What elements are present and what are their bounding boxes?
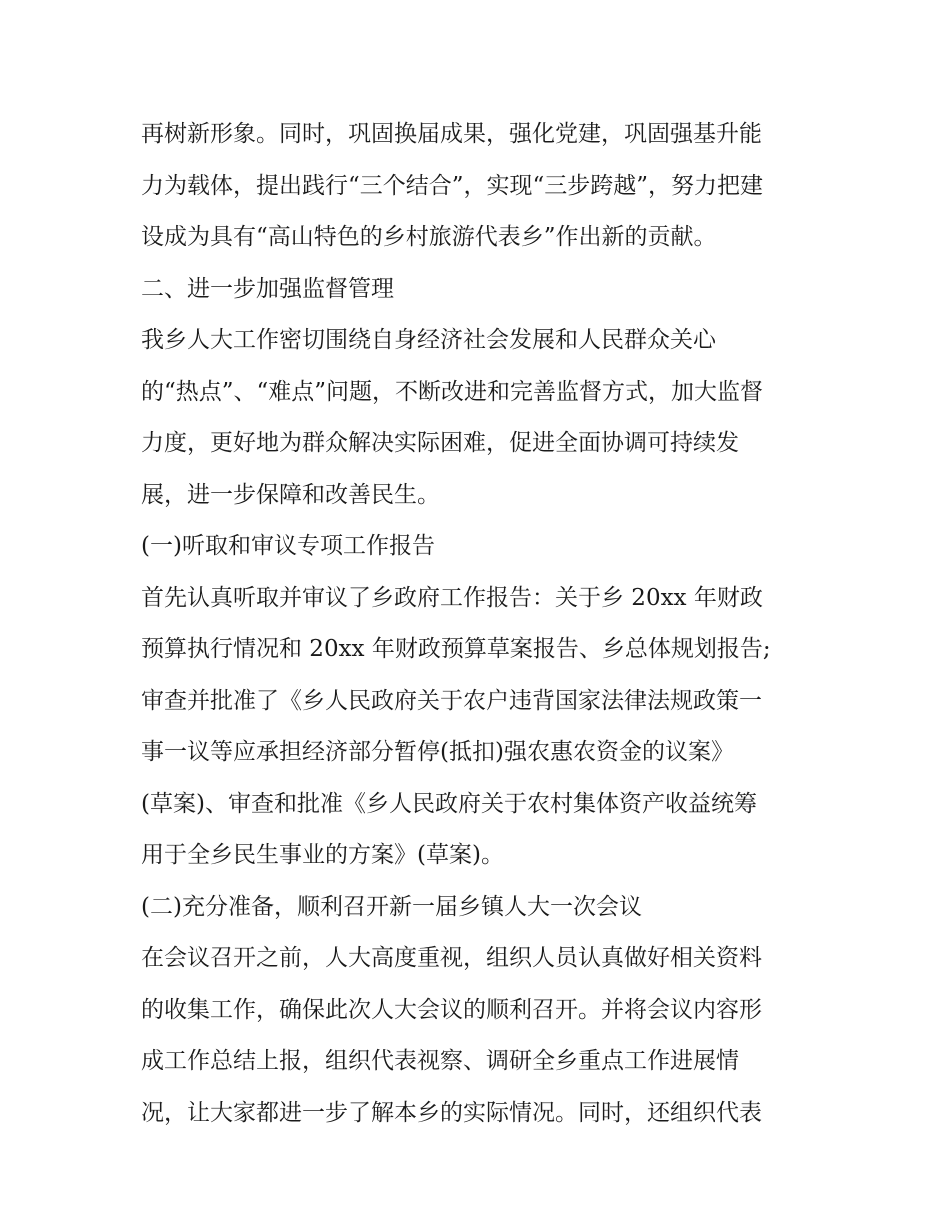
document-body	[141, 109, 821, 1139]
body-line: (草案)、审查和批准《乡人民政府关于农村集体资产收益统筹	[141, 790, 757, 817]
body-line: 设成为具有“高山特色的乡村旅游代表乡”作出新的贡献。	[141, 224, 717, 250]
body-line: 力度，更好地为群众解决实际困难，促进全面协调可持续发	[141, 430, 739, 456]
body-line: 力为载体，提出践行“三个结合”，实现“三步跨越”，努力把建	[141, 172, 764, 199]
body-line: 成工作总结上报，组织代表视察、调研全乡重点工作进展情	[141, 1048, 739, 1074]
body-line: 再树新形象。同时，巩固换届成果，强化党建，巩固强基升能	[141, 121, 762, 147]
body-line: 预算执行情况和 20xx 年财政预算草案报告、乡总体规划报告;	[141, 636, 771, 662]
body-line: 的收集工作，确保此次人大会议的顺利召开。并将会议内容形	[141, 996, 762, 1023]
body-line: 的“热点”、“难点”问题，不断改进和完善监督方式，加大监督	[141, 378, 764, 405]
subsection-heading: (二)充分准备，顺利召开新一届乡镇人大一次会议	[141, 893, 642, 920]
body-line: 在会议召开之前，人大高度重视，组织人员认真做好相关资料	[141, 945, 762, 971]
body-line: 事一议等应承担经济部分暂停(抵扣)强农惠农资金的议案》	[141, 739, 734, 765]
body-line: 展，进一步保障和改善民生。	[141, 481, 440, 508]
body-line: 我乡人大工作密切围绕自身经济社会发展和人民群众关心	[141, 327, 716, 353]
body-line: 况，让大家都进一步了解本乡的实际情况。同时，还组织代表	[141, 1099, 762, 1126]
body-line: 用于全乡民生事业的方案》(草案)。	[141, 842, 504, 868]
body-line: 首先认真听取并审议了乡政府工作报告：关于乡 20xx 年财政	[141, 584, 763, 611]
section-heading: 二、进一步加强监督管理	[141, 275, 394, 302]
subsection-heading: (一)听取和审议专项工作报告	[141, 533, 435, 559]
body-line: 审查并批准了《乡人民政府关于农户违背国家法律法规政策一	[141, 687, 762, 714]
